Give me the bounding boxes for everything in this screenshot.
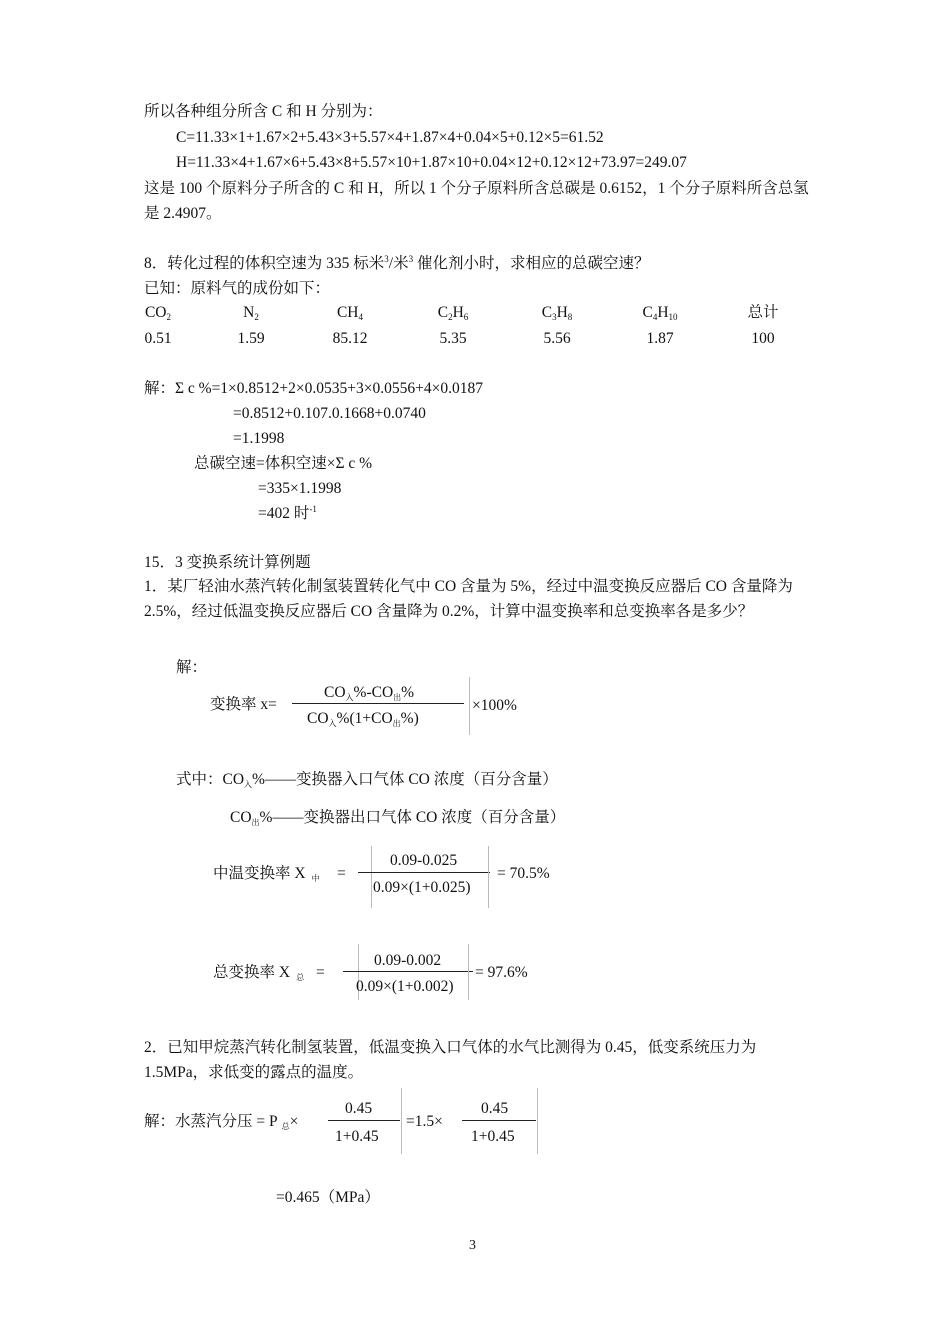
frac2-denominator: 1+0.45 xyxy=(471,1128,515,1145)
mid-numerator: 0.09-0.025 xyxy=(390,852,458,869)
table-cell: 100 xyxy=(751,330,775,347)
total-equals: = xyxy=(316,964,325,981)
where-line-1: 式中：$CO_入\%——$变换器入口气体 CO 浓度（百分含量） xyxy=(176,771,558,789)
q8-solution-line-2: =0.8512+0.107.0.1668+0.0740 xyxy=(233,405,426,422)
mid-divider-left xyxy=(371,846,372,908)
q8-solution-line-4: 总碳空速=体积空速×Σ c % xyxy=(194,455,373,472)
q8-solution-line-1: 解：Σ c %=1×0.8512+2×0.0535+3×0.0556+4×0.0187 xyxy=(144,380,483,397)
q8-solution-line-6: =402 时$^{-1}$ xyxy=(258,503,317,522)
table-header: $CO_2$ xyxy=(144,304,172,322)
total-fraction-bar xyxy=(343,971,473,972)
table-cell: 1.59 xyxy=(237,330,265,347)
q2-solution-mid: =1.5× xyxy=(406,1113,443,1130)
mid-label: 中温变换率 X $_中$ xyxy=(213,865,320,883)
table-cell: 5.56 xyxy=(543,330,571,347)
formula-divider xyxy=(469,677,470,735)
table-header: $CH_4$ xyxy=(336,304,364,322)
formula-lhs: 变换率 x= xyxy=(210,696,277,713)
frac1-divider xyxy=(401,1088,402,1154)
table-cell: 5.35 xyxy=(439,330,467,347)
q8-solution-line-5: =335×1.1998 xyxy=(258,480,342,497)
frac2-numerator: 0.45 xyxy=(481,1100,509,1117)
total-denominator: 0.09×(1+0.002) xyxy=(356,978,454,995)
q8-solution-line-3: =1.1998 xyxy=(233,430,285,447)
formula-denominator: $CO_入\%(1+CO_出\%)$ xyxy=(307,710,419,728)
fraction-bar xyxy=(292,703,464,704)
mid-equals: = xyxy=(337,865,346,882)
q1-question: 1．某厂轻油水蒸汽转化制氢装置转化气中 CO 含量为 5%，经过中温变换反应器后 CO 含量降为 2.5%，经过低温变换反应器后 CO 含量降为 0.2%，计算中温变换率和总变换率各是多少？ xyxy=(144,578,793,620)
formula-rhs: ×100% xyxy=(472,697,517,714)
conclusion-paragraph: 这是 100 个原料分子所含的 C 和 H，所以 1 个分子原料所含总碳是 0.6152，1 个分子原料所含总氢是 2.4907。 xyxy=(144,180,809,222)
q2-question: 2．已知甲烷蒸汽转化制氢装置，低温变换入口气体的水气比测得为 0.45，低变系统压力为 1.5MPa，求低变的露点的温度。 xyxy=(144,1039,757,1081)
table-cell: 1.87 xyxy=(646,330,674,347)
table-cell: 85.12 xyxy=(332,330,368,347)
total-numerator: 0.09-0.002 xyxy=(374,952,442,969)
table-header: $C_2H_6$ xyxy=(437,304,469,322)
total-divider-right xyxy=(468,944,469,1000)
frac1-bar xyxy=(328,1120,400,1121)
page-number: 3 xyxy=(469,1238,476,1253)
frac1-denominator: 1+0.45 xyxy=(335,1128,379,1145)
carbon-equation: C=11.33×1+1.67×2+5.43×3+5.57×4+1.87×4+0.04×5+0.12×5=61.52 xyxy=(176,129,604,146)
q1-solution-label: 解： xyxy=(176,659,208,676)
intro-text: 所以各种组分所含 C 和 H 分别为： xyxy=(144,103,383,120)
table-cell: 0.51 xyxy=(144,330,172,347)
total-result: = 97.6% xyxy=(475,964,528,981)
q2-result: =0.465（MPa） xyxy=(276,1189,380,1206)
total-label: 总变换率 X $_总$ xyxy=(213,964,305,982)
mid-divider-right xyxy=(488,846,489,908)
q2-solution-lhs: 解：水蒸汽分压 = P $_总$× xyxy=(144,1113,299,1131)
where-line-2: $CO_出\%——$变换器出口气体 CO 浓度（百分含量） xyxy=(230,809,566,827)
frac2-divider xyxy=(537,1088,538,1154)
table-header: $N_2$ xyxy=(243,304,259,322)
mid-denominator: 0.09×(1+0.025) xyxy=(373,879,471,896)
frac1-numerator: 0.45 xyxy=(345,1100,373,1117)
table-header: $C_4H_{10}$ xyxy=(642,304,678,322)
formula-numerator: $CO_入\%-CO_出\%$ xyxy=(324,684,415,702)
mid-result: = 70.5% xyxy=(497,865,550,882)
mid-fraction-bar xyxy=(358,872,490,873)
section-heading: 15．3 变换系统计算例题 xyxy=(144,554,311,571)
frac2-bar xyxy=(462,1120,536,1121)
q8-question: 8．转化过程的体积空速为 335 标米$^3$/米$^3$ 催化剂小时，求相应的总碳空速？ xyxy=(144,253,650,272)
hydrogen-equation: H=11.33×4+1.67×6+5.43×8+5.57×10+1.87×10+0.04×12+0.12×12+73.97=249.07 xyxy=(176,154,687,171)
table-header: 总计 xyxy=(747,304,779,321)
q8-given: 已知：原料气的成份如下： xyxy=(144,280,331,297)
table-header: $C_3H_8$ xyxy=(541,304,573,322)
